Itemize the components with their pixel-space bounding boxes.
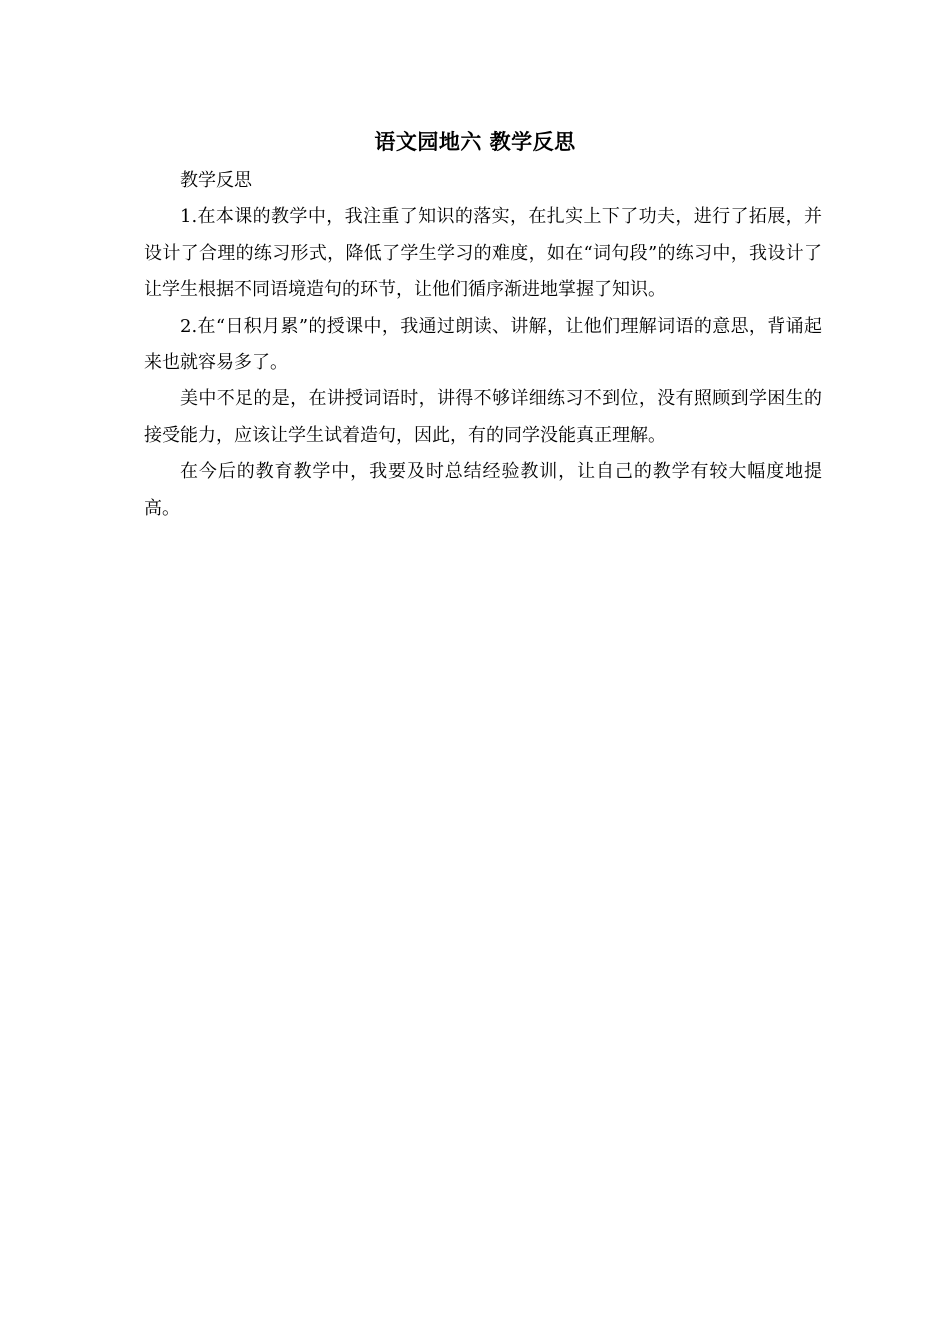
- paragraph-shortcomings: 美中不足的是，在讲授词语时，讲得不够详细练习不到位，没有照顾到学困生的接受能力，应该让学生试着造句，因此，有的同学没能真正理解。: [144, 388, 822, 446]
- paragraph-future-plan: 在今后的教育教学中，我要及时总结经验教训，让自己的教学有较大幅度地提高。: [144, 461, 822, 519]
- paragraph-point-2: 2.在“日积月累”的授课中，我通过朗读、讲解，让他们理解词语的意思，背诵起来也就容易多了。: [144, 315, 822, 374]
- document-title: 语文园地六 教学反思: [374, 129, 576, 154]
- section-heading: 教学反思: [180, 170, 252, 191]
- paragraph-point-1: 1.在本课的教学中，我注重了知识的落实，在扎实上下了功夫，进行了拓展，并设计了合理的练习形式，降低了学生学习的难度，如在“词句段”的练习中，我设计了让学生根据不同语境造句的环节，让他们循序渐进地掌握了知识。: [144, 206, 822, 301]
- document-body: [144, 163, 822, 527]
